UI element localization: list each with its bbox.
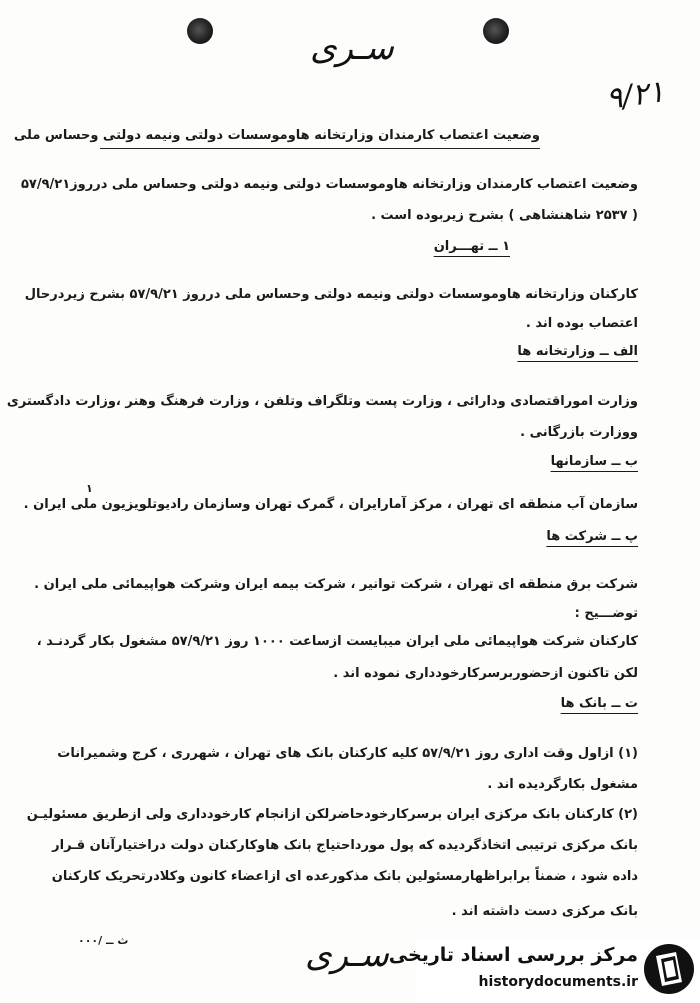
archive-watermark-logo[interactable]	[388, 938, 700, 1003]
heading-banks: ت ــ بانک ها	[560, 696, 638, 711]
ministries-line-2: ووزارت بازرگانی .	[520, 425, 638, 440]
tehran-para-line-2: اعتصاب بوده اند .	[525, 316, 638, 331]
banks-1-line-2: مشغول بکارگردیده اند .	[487, 777, 638, 792]
banks-2-line-4: بانک مرکزی دست داشته اند .	[451, 904, 638, 919]
note-line-2: لکن تاکنون ازحضوربرسرکارخودداری نموده اند .	[333, 666, 638, 681]
archive-emblem-icon	[642, 942, 696, 996]
banks-2-line-2: بانک مرکزی ترتیبی اتخاذگردیده که پول مورداحتیاج بانک هاوکارکنان دولت دراختیارآنان قـرار	[52, 838, 638, 853]
heading-organizations: ب ــ سازمانها	[550, 454, 638, 469]
heading-note: توضـــیح :	[574, 606, 638, 621]
banks-2-line-3: داده شود ، ضمناً برابراظهارمسئولین بانک مذکورعده ای ازاعضاء کانون وکلادرتحریک کارکنان	[51, 869, 638, 884]
ministries-line-1: وزارت اموراقتصادی ودارائی ، وزارت پست وتلگراف وتلفن ، وزارت فرهنگ وهنر ،وزارت دادگستری	[6, 394, 638, 409]
classification-top: سـری	[310, 28, 394, 68]
logo-text-url: historydocuments.ir	[478, 974, 638, 990]
reference-number: ۹/۲۱	[603, 74, 667, 117]
section-heading-tehran: ۱ ــ تهـــران	[433, 239, 510, 254]
document-title-box	[13, 128, 540, 149]
note-line-1: کارکنان شرکت هواپیمائی ملی ایران میبایست ازساعت ۱۰۰۰ روز ۵۷/۹/۲۱ مشغول بکار گردنـد ،	[36, 634, 638, 649]
document-title: وضعیت اعتصاب کارمندان وزارتخانه هاوموسسات دولتی ونیمه دولتی وحساس ملی	[13, 128, 540, 143]
intro-line-2: ( ۲۵۳۷ شاهنشاهی ) بشرح زیربوده است .	[371, 208, 638, 223]
intro-line-1: وضعیت اعتصاب کارمندان وزارتخانه هاوموسسات دولتی ونیمه دولتی وحساس ملی درروز۵۷/۹/۲۱	[20, 177, 638, 192]
footnote-reference: ث ــ /۰۰۰	[78, 934, 129, 947]
logo-text-persian: مرکز بررسی اسناد تاریخی	[388, 944, 638, 966]
tehran-para-line-1: کارکنان وزارتخانه هاوموسسات دولتی ونیمه دولتی وحساس ملی درروز ۵۷/۹/۲۱ بشرح زیردرحال	[24, 287, 638, 302]
banks-2-line-1: (۲) کارکنان بانک مرکزی ایران برسرکارخودحاضرلکن ازانجام کارخودداری ولی ازطریق مسئولیـن	[26, 807, 638, 822]
heading-ministries: الف ــ وزارتخانه ها	[517, 344, 638, 359]
banks-1-line-1: (۱) ازاول وقت اداری روز ۵۷/۹/۲۱ کلیه کارکنان بانک های تهران ، شهرری ، کرج وشمیرانات	[57, 746, 638, 761]
companies-line-1: شرکت برق منطقه ای تهران ، شرکت توانیر ، شرکت بیمه ایران وشرکت هواپیمائی ملی ایران .	[34, 577, 638, 592]
heading-companies: پ ــ شرکت ها	[546, 529, 638, 544]
margin-mark: ۱	[86, 482, 93, 495]
hole-punch-mark-left	[187, 18, 213, 44]
hole-punch-mark-right	[483, 18, 509, 44]
organizations-line-1: سازمان آب منطقه ای تهران ، مرکز آمارایران ، گمرک تهران وسازمان رادیوتلویزیون ملی ایران .	[23, 497, 638, 512]
classification-bottom: سـری	[305, 935, 389, 975]
